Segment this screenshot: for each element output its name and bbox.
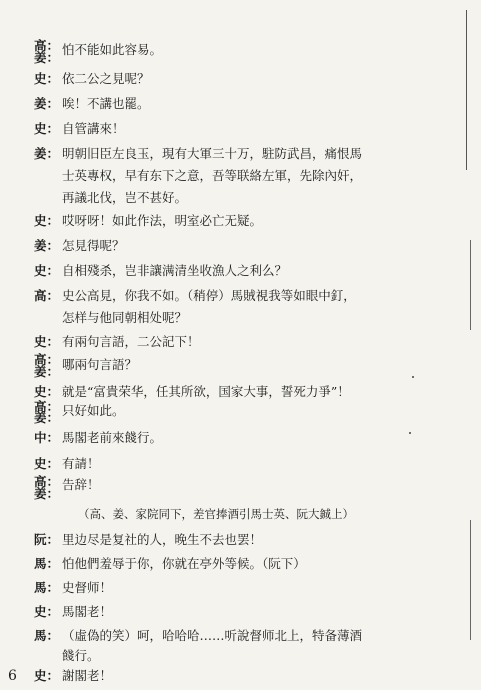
dialogue-line (34, 602, 444, 622)
speaker-label: 姜： (34, 238, 60, 253)
line-text: 再議北伐，岂不甚好。 (62, 190, 188, 205)
line-text: 哪兩句言語？ (62, 357, 138, 372)
dialogue-line (34, 666, 444, 686)
page-edge-mark (466, 10, 467, 170)
line-text: 唉！不講也罷。 (62, 96, 150, 111)
dialogue-continuation (62, 308, 472, 328)
dialogue-line (34, 399, 444, 418)
speaker-label: 姜： (34, 50, 60, 65)
line-text: 依二公之見呢？ (62, 71, 150, 86)
dialogue-line (34, 412, 444, 423)
dialogue-line (34, 352, 444, 372)
speaker-label: 史： (34, 456, 60, 471)
speaker-label: 高： (34, 399, 60, 414)
dialogue-line (34, 286, 444, 306)
dialogue-line (34, 382, 444, 402)
dialogue-line (34, 261, 444, 281)
dialogue-continuation (62, 166, 472, 186)
speaker-label: 史： (34, 384, 60, 399)
line-text: 就是“富貴荣华，任其所欲，国家大事，誓死力爭”！ (62, 384, 350, 399)
speaker-label: 阮： (34, 532, 60, 547)
dialogue-line (34, 144, 444, 164)
line-text: 謝閣老！ (62, 668, 113, 683)
speaker-label: 史： (34, 263, 60, 278)
dialogue-line (34, 626, 444, 646)
stage-direction (78, 504, 481, 524)
dialogue-continuation (62, 646, 472, 666)
line-text: 明朝旧臣左良玉，現有大軍三十万，駐防武昌，痛恨馬 (62, 146, 363, 161)
dialogue-line (34, 554, 444, 574)
line-text: 只好如此。 (62, 403, 125, 418)
line-text: （虛偽的笑）呵，哈哈哈……听說督师北上，特备薄酒 (62, 628, 363, 643)
dialogue-line (34, 530, 444, 550)
dialogue-line (34, 94, 444, 114)
speaker-label: 史： (34, 668, 60, 683)
line-text: 史督师！ (62, 580, 113, 595)
dialogue-line (34, 52, 444, 63)
line-text: （高、姜、家院同下，差官捧酒引馬士英、阮大鋮上） (78, 507, 354, 521)
dialogue-line (34, 69, 444, 89)
speaker-label: 史： (34, 213, 60, 228)
speaker-label: 姜： (34, 410, 60, 425)
dialogue-line (34, 474, 444, 492)
dialogue-line (34, 332, 444, 352)
dialogue-line (34, 428, 444, 448)
page-number: 6 (8, 668, 17, 684)
speaker-label: 姜： (34, 486, 60, 501)
speaker-label: 姜： (34, 364, 60, 379)
speaker-label: 姜： (34, 96, 60, 111)
speaker-label: 史： (34, 71, 60, 86)
dialogue-line (34, 578, 444, 598)
line-text: 馬閣老！ (62, 604, 113, 619)
dialogue-line (34, 488, 444, 499)
speaker-label: 高： (34, 38, 60, 53)
line-text: 怎見得呢？ (62, 238, 125, 253)
line-text: 自相殘杀，岂非讓满清坐收漁人之利么？ (62, 263, 288, 278)
line-text: 怕他們羞辱于你，你就在亭外等候。（阮下） (62, 556, 306, 571)
line-text: 士英專权，早有东下之意，吾等联絡左軍，先除內奸， (62, 168, 363, 183)
dialogue-line (34, 38, 444, 57)
speaker-label: 馬： (34, 628, 60, 643)
line-text: 告辞！ (62, 477, 100, 492)
dialogue-continuation (62, 188, 472, 208)
speaker-label: 高： (34, 474, 60, 489)
speaker-label: 高： (34, 352, 60, 367)
line-text: 怕不能如此容易。 (62, 42, 163, 57)
dialogue-line (34, 119, 444, 139)
speaker-label: 史： (34, 334, 60, 349)
speaker-label: 高： (34, 288, 60, 303)
line-text: 哎呀呀！如此作法，明室必亡无疑。 (62, 213, 263, 228)
line-text: 史公高見，你我不如。（稍停）馬賊視我等如眼中釘， (62, 288, 356, 303)
line-text: 怎样与他同朝相处呢？ (62, 310, 188, 325)
speaker-label: 姜： (34, 146, 60, 161)
line-text: 馬閣老前來餞行。 (62, 430, 163, 445)
speaker-label: 史： (34, 604, 60, 619)
page-edge-mark (470, 520, 471, 640)
line-text: 有兩句言語，二公記下！ (62, 334, 200, 349)
line-text: 有請！ (62, 456, 100, 471)
dialogue-line (34, 236, 444, 256)
speaker-label: 中： (34, 430, 60, 445)
speaker-label: 史： (34, 121, 60, 136)
line-text: 里边尽是复社的人，晚生不去也罢！ (62, 532, 263, 547)
speaker-label: 馬： (34, 556, 60, 571)
line-text: 自管講來！ (62, 121, 125, 136)
dialogue-line (34, 454, 444, 474)
speaker-label: 馬： (34, 580, 60, 595)
line-text: 餞行。 (62, 648, 100, 663)
dialogue-line (34, 211, 444, 231)
dialogue-line (34, 366, 444, 377)
